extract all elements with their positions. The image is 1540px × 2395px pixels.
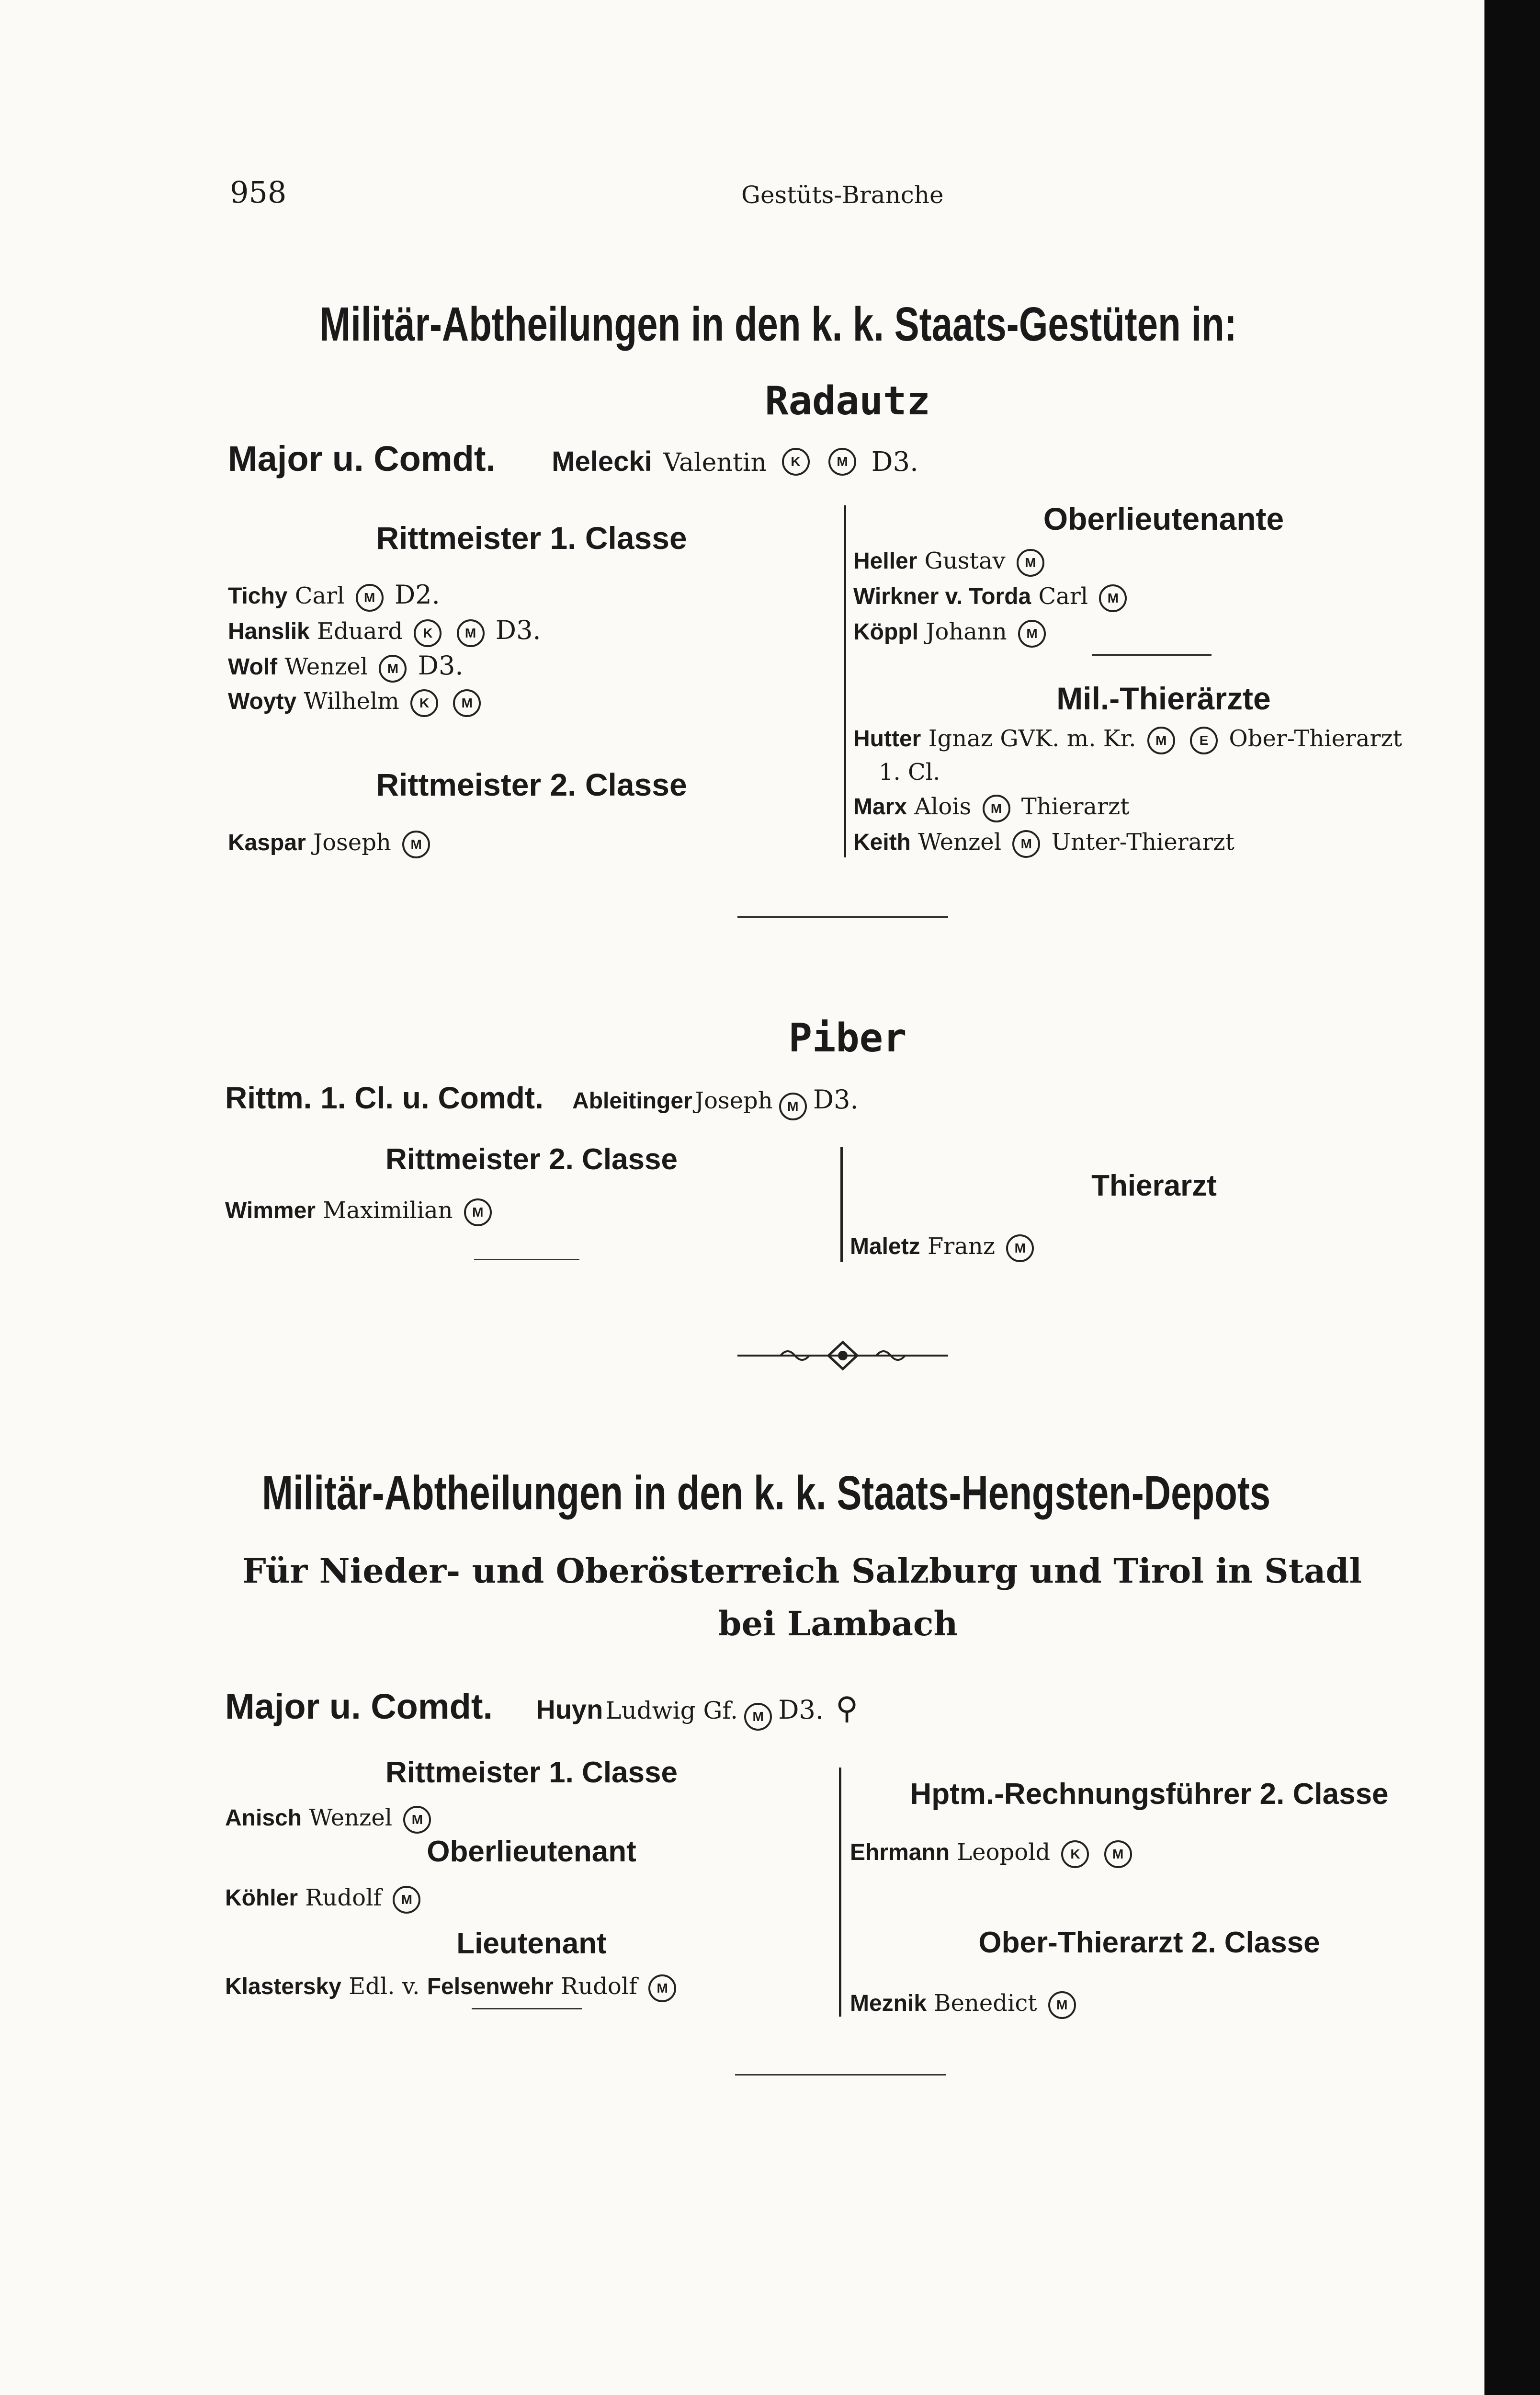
commander-given: Valentin [663,448,767,477]
commander-line-lambach [225,1686,858,1731]
badge-m-icon: M [1018,620,1046,648]
decoration: D3. [871,446,918,478]
column-divider [844,505,846,857]
badge-m-icon: M [1012,830,1040,858]
column-divider [840,1147,843,1262]
badge-m-icon: M [457,619,485,647]
badge-m-icon: M [648,1974,676,2002]
badge-e-icon: E [1190,727,1218,754]
commander-given: Joseph [694,1087,773,1114]
heading-ober-thierarzt: Ober-Thierarzt 2. Classe [978,1926,1320,1959]
badge-m-icon: M [393,1886,420,1914]
list-item: Anisch Wenzel M [225,1800,435,1836]
list-item: Hutter Ignaz GVK. m. Kr. M E Ober-Thierarzt [853,721,1402,757]
rank-label: Major u. Comdt. [228,439,496,479]
section-divider [735,2074,946,2076]
heading-oberlieutenant: Oberlieutenant [427,1835,636,1868]
list-item: Maletz Franz M [850,1229,1038,1265]
badge-m-icon: M [464,1198,492,1226]
badge-k-icon: K [1061,1840,1089,1868]
heading-rechnungsfuehrer: Hptm.-Rechnungsführer 2. Classe [910,1778,1389,1811]
list-item: Marx Alois M Thierarzt [853,789,1130,825]
heading-oberlieutenante: Oberlieutenante [1043,501,1284,536]
heading-rittmeister-1: Rittmeister 1. Classe [385,1756,678,1789]
heading-rittmeister-1: Rittmeister 1. Classe [376,520,687,556]
list-item: Klastersky Edl. v. Felsenwehr Rudolf M [225,1969,680,2005]
badge-m-icon: M [402,831,430,858]
list-item: Köhler Rudolf M [225,1880,424,1916]
heading-rittmeister-2: Rittmeister 2. Classe [385,1143,678,1176]
list-item-continuation: 1. Cl. [879,759,940,786]
column-divider [839,1768,841,2017]
section-divider [737,916,948,918]
badge-m-icon: M [1099,584,1127,612]
commander-surname: Huyn [536,1694,603,1724]
commander-surname: Ableitinger [572,1088,692,1114]
list-item: Wimmer Maximilian M [225,1193,496,1229]
badge-m-icon: M [403,1806,431,1834]
decoration: D3. [778,1695,824,1725]
badge-k-icon: K [414,619,442,647]
list-item: Hanslik Eduard K M D3. [228,613,541,650]
badge-m-icon: M [453,689,481,717]
badge-m-icon: M [744,1703,772,1731]
list-item: Ehrmann Leopold K M [850,1835,1136,1870]
badge-m-icon: M [983,795,1010,822]
commander-given: Ludwig Gf. [605,1697,738,1724]
commander-line-piber [225,1080,859,1120]
rank-label: Major u. Comdt. [225,1687,493,1726]
list-item: Woyty Wilhelm K M [228,684,485,719]
badge-m-icon: M [779,1093,807,1120]
list-item: Wolf Wenzel M D3. [228,648,464,685]
subtitle-line-2: bei Lambach [718,1604,958,1643]
heading-rittmeister-2: Rittmeister 2. Classe [376,767,687,802]
divider [472,2008,582,2009]
ornament-divider-icon [737,1336,948,1375]
badge-m-icon: M [1017,549,1044,577]
section-title-2: Militär-Abtheilungen in den k. k. Staats-Hengsten-Depots [262,1466,1271,1520]
station-title-piber: Piber [788,1015,907,1061]
badge-k-icon: K [410,689,438,717]
key-symbol-icon: ⚲ [836,1691,859,1726]
section-title: Militär-Abtheilungen in den k. k. Staats-Gestüten in: [319,297,1237,351]
rank-label: Rittm. 1. Cl. u. Comdt. [225,1081,544,1115]
decoration: D3. [813,1084,859,1115]
badge-m-icon: M [356,584,384,612]
scan-edge [1484,0,1540,2395]
divider [1092,654,1212,656]
list-item: Wirkner v. Torda Carl M [853,579,1131,615]
badge-m-icon: M [379,655,407,683]
badge-m-icon: M [1006,1234,1034,1262]
page-number: 958 [230,175,287,210]
list-item: Heller Gustav M [853,543,1048,579]
divider [474,1259,579,1260]
list-item: Meznik Benedict M [850,1985,1080,2021]
commander-line-radautz [228,438,918,479]
list-item: Tichy Carl M D2. [228,577,440,614]
list-item: Köppl Johann M [853,614,1050,650]
list-item: Keith Wenzel M Unter-Thierarzt [853,824,1234,860]
station-title-radautz: Radautz [765,378,930,424]
list-item: Kaspar Joseph M [228,825,434,861]
running-title: Gestüts-Branche [741,181,944,209]
heading-lieutenant: Lieutenant [456,1927,607,1960]
badge-m-icon: M [1104,1840,1132,1868]
heading-thierarzt: Thierarzt [1091,1169,1217,1202]
commander-surname: Melecki [552,446,652,477]
badge-m-icon: M [1147,727,1175,754]
heading-mil-thieraerzte: Mil.-Thierärzte [1056,681,1271,716]
badge-m-icon: M [828,448,856,476]
subtitle-line-1: Für Nieder- und Oberösterreich Salzburg und Tirol in Stadl [242,1551,1362,1591]
badge-m-icon: M [1048,1991,1076,2019]
badge-k-icon: K [782,448,810,476]
